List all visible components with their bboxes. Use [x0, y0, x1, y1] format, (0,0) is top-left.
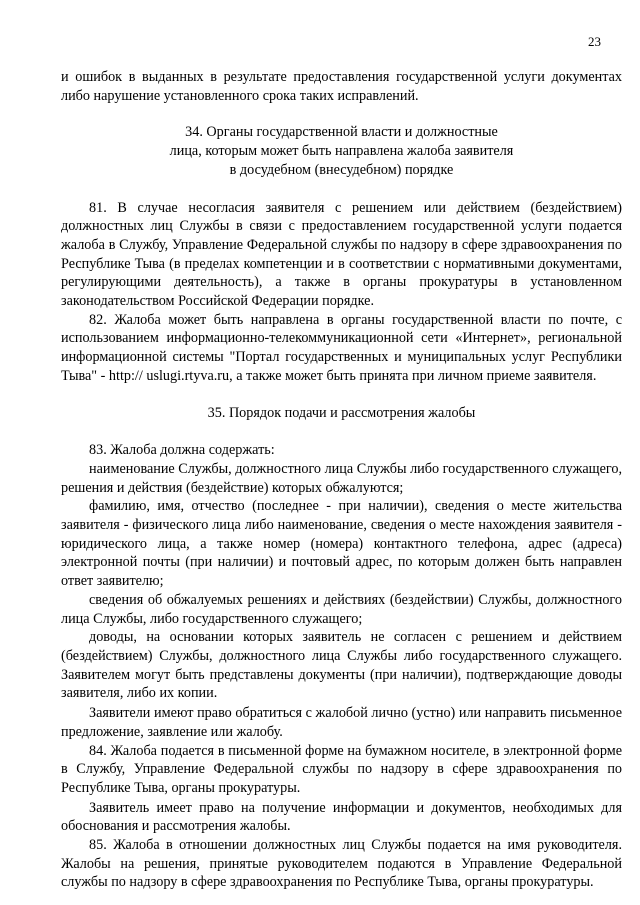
paragraph-info-right: Заявитель имеет право на получение информации и документов, необходимых для обоснования и рассмотрения жалобы.: [61, 799, 622, 835]
paragraph-83-item-2: фамилию, имя, отчество (последнее - при наличии), сведения о месте жительства заявителя - физического лица либо наименование, сведения о месте нахождения заявителя - юридического лица, а также номер (номера) контактного телефона, адрес (адреса) электронной почты (при наличии) и почтовый адрес, по которым должен быть направлен ответ заявителю;: [61, 498, 622, 590]
paragraph-applicants-right: Заявители имеют право обратиться с жалобой лично (устно) или направить письменное предложение, заявление или жалобу.: [61, 705, 622, 740]
paragraph-83-item-4: доводы, на основании которых заявитель не согласен с решением и действием (бездействием) Службы, должностного лица Службы либо государственного служащего. Заявителем могут быть представлены документы (при наличии), подтверждающие доводы заявителя, либо их копии.: [61, 629, 622, 702]
paragraph-83-item-1: наименование Службы, должностного лица Службы либо государственного служащего, решения и действия (бездействие) которых обжалуются;: [61, 460, 622, 496]
section-heading-34: 34. Органы государственной власти и должностные лица, которым может быть направлена жалоба заявителя в досудебном (внесудебном) порядке: [169, 124, 514, 178]
paragraph-81: 81. В случае несогласия заявителя с решением или действием (бездействием) должностных лиц Службы в связи с предоставлением государственной услуги подается жалоба в Службу, Управление Федеральной службы по надзору в сфере здравоохранения по Республике Тыва (в пределах компетенции и в соответствии с нормативными документами, регулирующими деятельность), а также в органы прокуратуры в установленном законодательством Российской Федерации порядке.: [61, 199, 622, 310]
paragraph-83-item-3: сведения об обжалуемых решениях и действиях (бездействии) Службы, должностного лица Службы, либо государственного служащего;: [61, 591, 622, 627]
paragraph-continuation: и ошибок в выданных в результате предоставления государственной услуги документах либо нарушение установленного срока таких исправлений.: [61, 69, 622, 104]
page-number: 23: [588, 34, 601, 49]
document-body: [61, 68, 622, 892]
section-heading-35: 35. Порядок подачи и рассмотрения жалобы: [207, 404, 476, 421]
paragraph-83: 83. Жалоба должна содержать:: [89, 442, 275, 459]
paragraph-84: 84. Жалоба подается в письменной форме на бумажном носителе, в электронной форме в Службу, Управление Федеральной службы по надзору в сфере здравоохранения по Республике Тыва, органы прокуратуры.: [61, 742, 622, 796]
paragraph-82: 82. Жалоба может быть направлена в органы государственной власти по почте, с использованием информационно-телекоммуникационной сети «Интернет», региональной информационной системы "Портал государственных и муниципальных услуг Республики Тыва" - http:// uslugi.rtyva.ru, а также может быть принята при личном приеме заявителя.: [61, 311, 622, 384]
paragraph-85: 85. Жалоба в отношении должностных лиц Службы подается на имя руководителя. Жалобы на решения, принятые руководителем подаются в Управление Федеральной службы по надзору в сфере здравоохранения по Республике Тыва, органы прокуратуры.: [61, 837, 622, 891]
